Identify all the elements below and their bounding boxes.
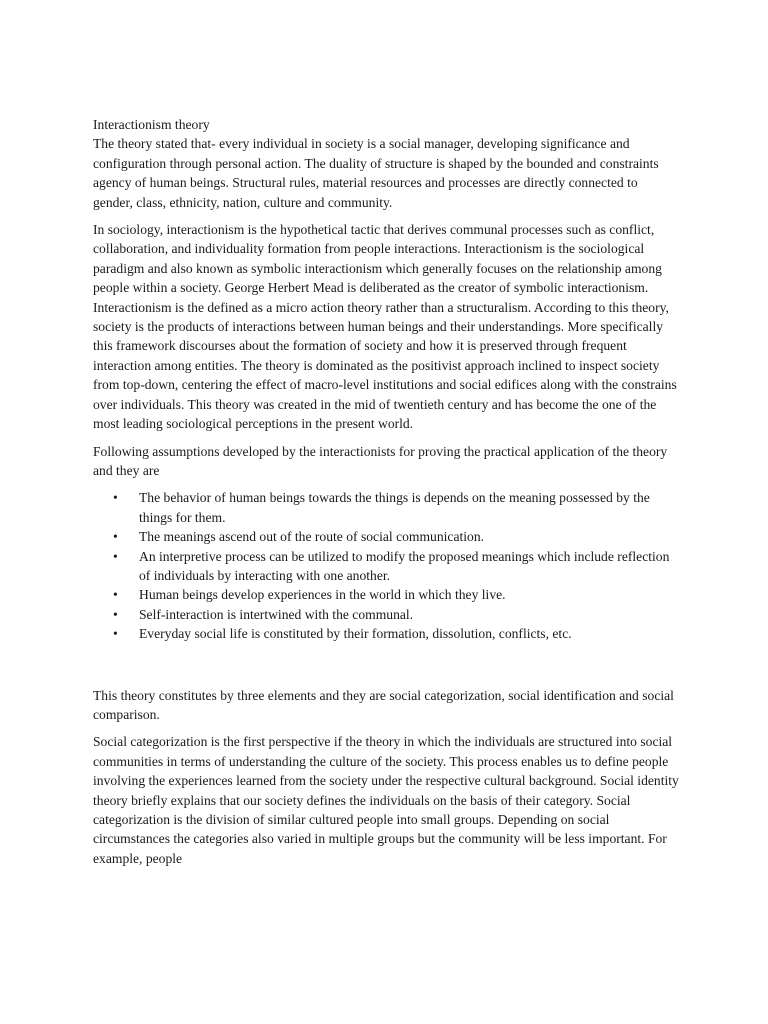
- list-item-text: Everyday social life is constituted by their formation, dissolution, conflicts, etc.: [139, 626, 572, 642]
- list-item-text: Human beings develop experiences in the world in which they live.: [139, 587, 506, 603]
- list-item-text: The behavior of human beings towards the things is depends on the meaning possessed by the things for them.: [139, 490, 650, 525]
- list-item-text: Self-interaction is intertwined with the communal.: [139, 606, 414, 622]
- list-item: [93, 624, 679, 643]
- document-body: [93, 115, 679, 876]
- paragraph-assumptions-intro: Following assumptions developed by the interactionists for proving the practical application of the theory and they are: [93, 443, 668, 478]
- assumptions-list: [93, 488, 679, 643]
- bullet-icon: •: [113, 490, 118, 506]
- list-item-text: The meanings ascend out of the route of social communication.: [139, 529, 485, 545]
- paragraph-social-categorization: Social categorization is the first perspective if the theory in which the individuals are structured into social communities in terms of understanding the culture of the society. This process enables us to define people involving the experiences learned from the society under the respective cultural background. Social identity theory briefly explains that our society defines the individuals on the basis of their category. Social categorization is the division of similar cultured people into small groups. Depending on social circumstances the categories also varied in multiple groups but the community will be less important. For example, people: [93, 734, 679, 866]
- paragraph-intro: The theory stated that- every individual in society is a social manager, developing significance and configuration through personal action. The duality of structure is shaped by the bounded and constraints agency of human beings. Structural rules, material resources and processes are directly connected to gender, class, ethnicity, nation, culture and community.: [93, 136, 659, 210]
- list-item: [93, 585, 679, 604]
- list-item: [93, 488, 679, 527]
- bullet-icon: •: [113, 548, 118, 564]
- list-item: [93, 527, 679, 546]
- list-item: [93, 547, 679, 586]
- list-item: [93, 605, 679, 624]
- bullet-icon: •: [113, 587, 118, 603]
- paragraph-sociology: In sociology, interactionism is the hypothetical tactic that derives communal processes such as conflict, collaboration, and individuality formation from people interactions. Interactionism is the sociological paradigm and also known as symbolic interactionism which generally focuses on the relationship among people within a society. George Herbert Mead is deliberated as the creator of symbolic interactionism. Interactionism is the defined as a micro action theory rather than a structuralism. According to this theory, society is the products of interactions between human beings and their understandings. More specifically this framework discourses about the formation of society and how it is preserved through frequent interaction among entities. The theory is dominated as the positivist approach inclined to inspect society from top-down, centering the effect of macro-level institutions and social edifices along with the constrains over individuals. This theory was created in the mid of twentieth century and has become the one of the most leading sociological perceptions in the present world.: [93, 222, 677, 432]
- bullet-icon: •: [113, 606, 118, 622]
- list-item-text: An interpretive process can be utilized to modify the proposed meanings which include reflection of individuals by interacting with one another.: [139, 548, 670, 583]
- bullet-icon: •: [113, 626, 118, 642]
- paragraph-three-elements: This theory constitutes by three elements and they are social categorization, social identification and social comparison.: [93, 687, 674, 722]
- blank-space: [93, 644, 679, 686]
- bullet-icon: •: [113, 529, 118, 545]
- document-title: Interactionism theory: [93, 117, 210, 132]
